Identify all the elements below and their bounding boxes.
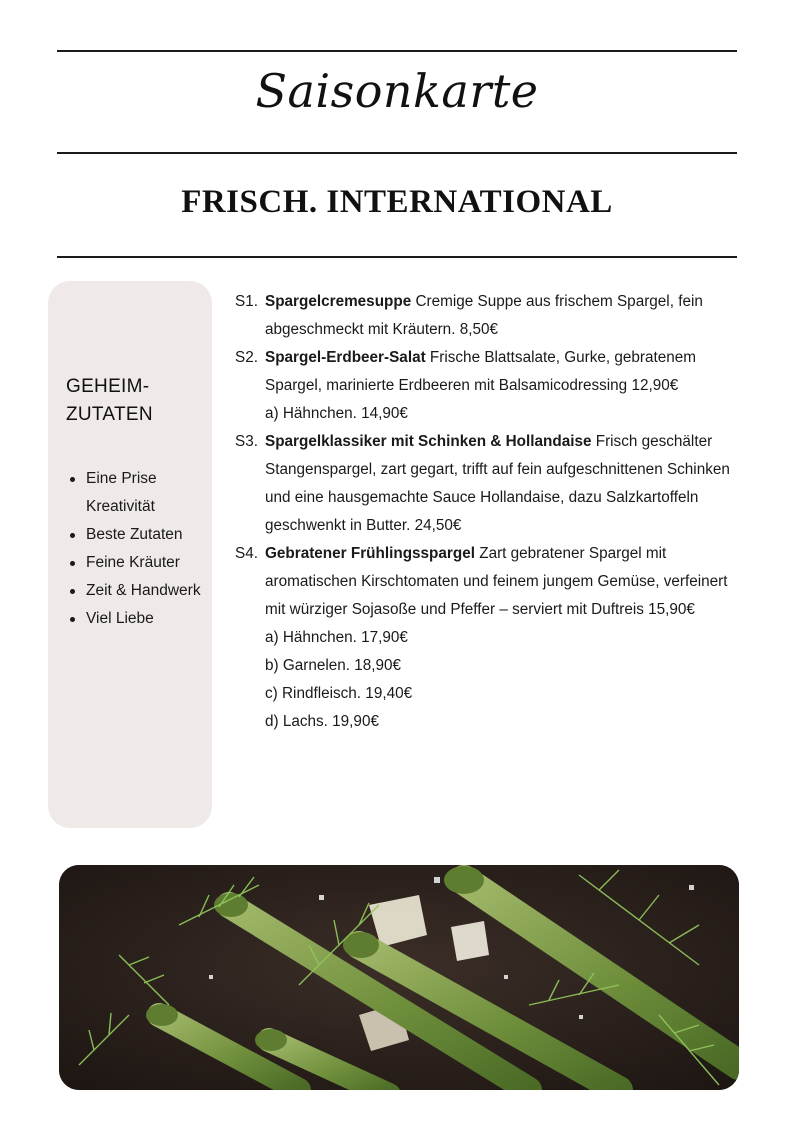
item-name: Gebratener Frühlingsspargel <box>265 545 475 562</box>
sidebar-heading <box>66 373 206 429</box>
middle-rule <box>57 152 737 154</box>
item-name: Spargel-Erdbeer-Salat <box>265 349 426 366</box>
sidebar-heading-line2: ZUTATEN <box>66 404 153 425</box>
item-code: S2. <box>235 349 258 366</box>
list-item: Feine Kräuter <box>68 549 210 577</box>
list-item: Zeit & Handwerk <box>68 577 210 605</box>
item-description: Cremige Suppe aus frischem Spargel, fein abgeschmeckt mit Kräutern. 8,50€ <box>265 293 703 338</box>
item-variant: d) Lachs. 19,90€ <box>265 713 379 730</box>
item-code: S3. <box>235 433 258 450</box>
item-code: S4. <box>235 545 258 562</box>
list-item: Beste Zutaten <box>68 521 210 549</box>
asparagus-photo <box>59 865 739 1090</box>
sidebar-heading-line1: GEHEIM- <box>66 376 150 397</box>
item-name: Spargelcremesuppe <box>265 293 412 310</box>
item-description: Frische Blattsalate, Gurke, gebratenem Spargel, marinierte Erdbeeren mit Balsamicodressing 12,90€ <box>265 349 697 394</box>
item-name: Spargelklassiker mit Schinken & Hollandaise <box>265 433 592 450</box>
bottom-rule <box>57 256 737 258</box>
asparagus-photo-icon <box>59 865 739 1090</box>
page-title: Saisonkarte <box>255 64 539 118</box>
item-variant: c) Rindfleisch. 19,40€ <box>265 685 413 702</box>
item-variant: b) Garnelen. 18,90€ <box>265 657 402 674</box>
secret-ingredients-panel <box>48 281 212 828</box>
top-rule <box>57 50 737 52</box>
menu-item-s3 <box>235 428 735 540</box>
menu-list <box>235 288 735 736</box>
list-item: Eine Prise Kreativität <box>68 465 210 521</box>
menu-item-s4 <box>235 540 735 624</box>
item-code: S1. <box>235 293 258 310</box>
item-variant: a) Hähnchen. 17,90€ <box>265 629 408 646</box>
menu-item-s2 <box>235 344 735 400</box>
item-description: Zart gebratener Spargel mit aromatischen Kirschtomaten und feinem jungem Gemüse, verfeinert mit würziger Sojasoße und Pfeffer – serviert mit Duftreis 15,90€ <box>265 545 728 618</box>
item-variant: a) Hähnchen. 14,90€ <box>265 405 408 422</box>
ingredients-list <box>68 465 210 633</box>
page-subtitle: FRISCH. INTERNATIONAL <box>181 184 613 220</box>
list-item: Viel Liebe <box>68 605 210 633</box>
menu-item-s1 <box>235 288 735 344</box>
item-description: Frisch geschälter Stangenspargel, zart gegart, trifft auf fein aufgeschnittenen Schinken und eine hausgemachte Sauce Hollandaise, dazu Salzkartoffeln geschwenkt in Butter. 24,50€ <box>265 433 730 534</box>
